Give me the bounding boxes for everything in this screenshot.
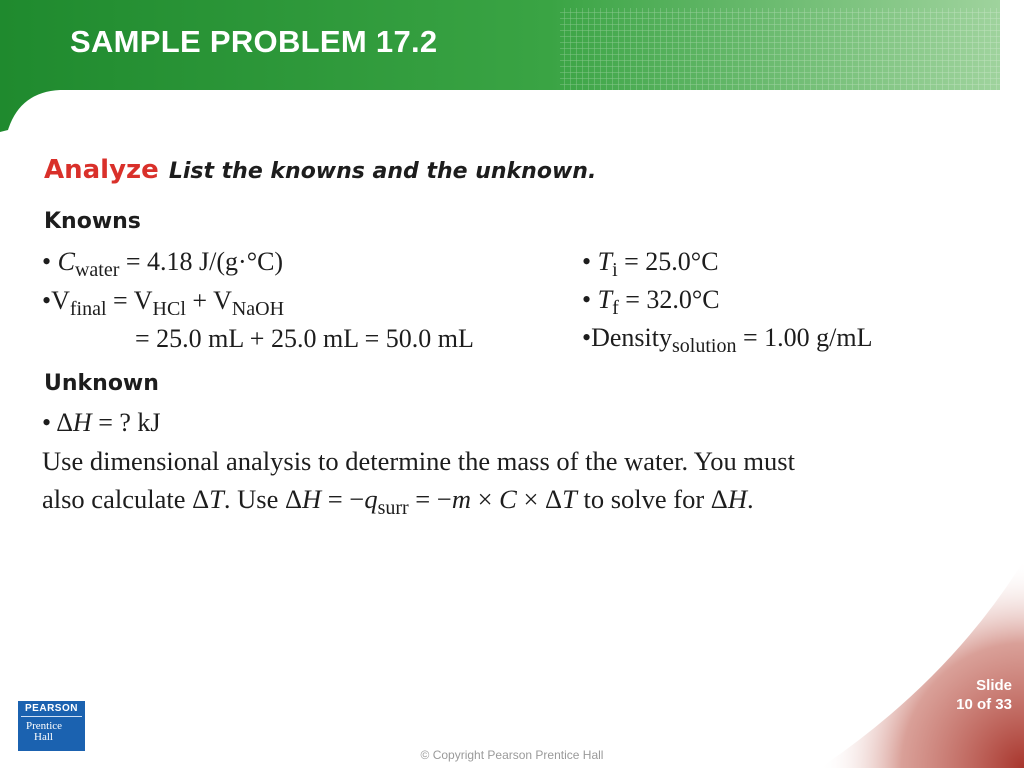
logo-line-1: Prentice bbox=[26, 720, 63, 732]
c-value: = 4.18 J/(g·°C) bbox=[119, 247, 284, 276]
bullet: • bbox=[42, 408, 52, 437]
analyze-label: Analyze bbox=[44, 155, 159, 185]
t-var: T bbox=[562, 484, 577, 514]
c-var: C bbox=[499, 484, 517, 514]
density-subscript: solution bbox=[672, 335, 737, 357]
text: . bbox=[746, 484, 754, 514]
knowns-heading: Knowns bbox=[44, 209, 141, 234]
header-band bbox=[0, 0, 1024, 135]
instruction-line-1: Use dimensional analysis to determine the mass of the water. You must bbox=[42, 446, 795, 476]
unknown-value: = ? kJ bbox=[91, 408, 161, 437]
analyze-row bbox=[44, 155, 596, 185]
density-value: = 1.00 g/mL bbox=[736, 323, 873, 352]
t-symbol: T bbox=[597, 285, 613, 314]
slide-title: SAMPLE PROBLEM 17.2 bbox=[70, 24, 438, 59]
m-var: m bbox=[451, 484, 471, 514]
analyze-instruction: List the knowns and the unknown. bbox=[168, 159, 597, 184]
c-symbol: C bbox=[57, 247, 75, 276]
bullet: • bbox=[582, 247, 592, 276]
h-var: H bbox=[727, 484, 747, 514]
t-final-subscript: f bbox=[612, 297, 619, 319]
density-word: Density bbox=[591, 323, 672, 352]
bullet: • bbox=[42, 286, 52, 315]
known-c-water bbox=[42, 247, 284, 281]
logo-line-2: Hall bbox=[34, 731, 53, 743]
known-t-initial bbox=[582, 247, 719, 281]
pearson-prentice-hall-logo bbox=[18, 701, 85, 751]
logo-pearson-text: PEARSON bbox=[25, 703, 78, 714]
q-subscript: surr bbox=[377, 497, 409, 519]
h-symbol: H bbox=[72, 408, 92, 437]
v-plus: + V bbox=[185, 286, 232, 315]
text: = − bbox=[408, 484, 452, 514]
t-var: T bbox=[209, 484, 224, 514]
logo-prentice-hall-text bbox=[26, 721, 62, 743]
instruction-line-2 bbox=[42, 484, 754, 519]
known-density bbox=[582, 323, 873, 357]
delta-symbol: Δ bbox=[56, 408, 73, 437]
t-final-value: = 32.0°C bbox=[618, 285, 720, 314]
t-initial-value: = 25.0°C bbox=[617, 247, 719, 276]
t-initial-subscript: i bbox=[612, 259, 618, 281]
bullet: • bbox=[582, 285, 592, 314]
header-band-graphic bbox=[0, 0, 1024, 135]
copyright-notice: © Copyright Pearson Prentice Hall bbox=[420, 748, 604, 762]
bullet: • bbox=[582, 323, 592, 352]
logo-divider bbox=[21, 716, 82, 717]
v-equals: = V bbox=[106, 286, 153, 315]
c-subscript: water bbox=[74, 259, 120, 281]
bullet: • bbox=[42, 247, 52, 276]
v-naoh-subscript: NaOH bbox=[231, 298, 285, 320]
slide-number: 10 of 33 bbox=[956, 696, 1012, 713]
text: to solve for Δ bbox=[576, 484, 728, 514]
corner-decoration bbox=[700, 560, 1024, 768]
v-hcl-subscript: HCl bbox=[152, 298, 186, 320]
known-v-final-sum: = 25.0 mL + 25.0 mL = 50.0 mL bbox=[135, 324, 474, 353]
text: × Δ bbox=[516, 484, 563, 514]
unknown-heading: Unknown bbox=[44, 371, 159, 396]
h-var: H bbox=[302, 484, 322, 514]
v-final-subscript: final bbox=[69, 298, 107, 320]
slide-label: Slide bbox=[976, 677, 1012, 694]
text: also calculate Δ bbox=[42, 484, 210, 514]
known-t-final bbox=[582, 285, 720, 319]
known-v-final bbox=[42, 286, 285, 320]
text: = − bbox=[321, 484, 365, 514]
slide-counter bbox=[956, 676, 1012, 714]
text: × bbox=[470, 484, 500, 514]
t-symbol: T bbox=[597, 247, 613, 276]
v-symbol: V bbox=[51, 286, 70, 315]
q-var: q bbox=[364, 484, 378, 514]
text: . Use Δ bbox=[223, 484, 303, 514]
unknown-delta-h bbox=[42, 408, 161, 438]
